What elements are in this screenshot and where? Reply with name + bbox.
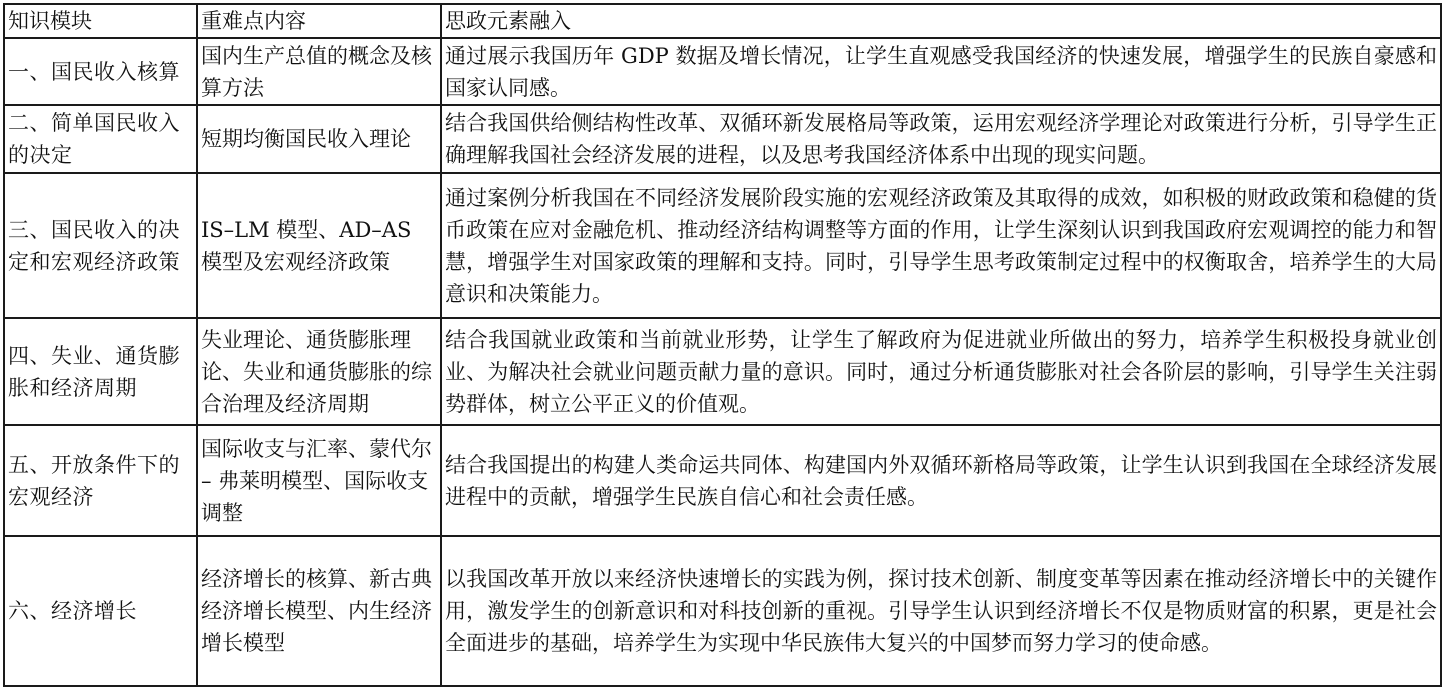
module-cell: 六、经济增长 [4, 536, 197, 686]
key-points-cell: 国内生产总值的概念及核算方法 [197, 38, 441, 105]
module-cell: 四、失业、通货膨胀和经济周期 [4, 318, 197, 425]
table-row [4, 536, 1441, 686]
ideology-cell: 通过案例分析我国在不同经济发展阶段实施的宏观经济政策及其取得的成效，如积极的财政政策和稳健的货币政策在应对金融危机、推动经济结构调整等方面的作用，让学生深刻认识到我国政府宏观调控的能力和智慧，增强学生对国家政策的理解和支持。同时，引导学生思考政策制定过程中的权衡取舍，培养学生的大局意识和决策能力。 [441, 173, 1441, 318]
ideology-cell: 以我国改革开放以来经济快速增长的实践为例，探讨技术创新、制度变革等因素在推动经济增长中的关键作用，激发学生的创新意识和对科技创新的重视。引导学生认识到经济增长不仅是物质财富的积累，更是社会全面进步的基础，培养学生为实现中华民族伟大复兴的中国梦而努力学习的使命感。 [441, 536, 1441, 686]
table-row [4, 105, 1441, 173]
ideology-cell: 结合我国供给侧结构性改革、双循环新发展格局等政策，运用宏观经济学理论对政策进行分析，引导学生正确理解我国社会经济发展的进程，以及思考我国经济体系中出现的现实问题。 [441, 105, 1441, 173]
header-knowledge-module: 知识模块 [4, 4, 197, 38]
header-ideology-integration: 思政元素融入 [441, 4, 1441, 38]
module-cell: 三、国民收入的决定和宏观经济政策 [4, 173, 197, 318]
table-row [4, 425, 1441, 536]
table-row [4, 318, 1441, 425]
ideology-cell: 结合我国就业政策和当前就业形势，让学生了解政府为促进就业所做出的努力，培养学生积极投身就业创业、为解决社会就业问题贡献力量的意识。同时，通过分析通货膨胀对社会各阶层的影响，引导学生关注弱势群体，树立公平正义的价值观。 [441, 318, 1441, 425]
table-row [4, 38, 1441, 105]
ideology-cell: 结合我国提出的构建人类命运共同体、构建国内外双循环新格局等政策，让学生认识到我国在全球经济发展进程中的贡献，增强学生民族自信心和社会责任感。 [441, 425, 1441, 536]
key-points-cell: IS–LM 模型、AD–AS 模型及宏观经济政策 [197, 173, 441, 318]
module-cell: 二、简单国民收入的决定 [4, 105, 197, 173]
key-points-cell: 失业理论、通货膨胀理论、失业和通货膨胀的综合治理及经济周期 [197, 318, 441, 425]
key-points-cell: 国际收支与汇率、蒙代尔 – 弗莱明模型、国际收支调整 [197, 425, 441, 536]
table-header-row [4, 4, 1441, 38]
key-points-cell: 经济增长的核算、新古典经济增长模型、内生经济增长模型 [197, 536, 441, 686]
table-row [4, 173, 1441, 318]
module-cell: 一、国民收入核算 [4, 38, 197, 105]
header-key-points: 重难点内容 [197, 4, 441, 38]
ideology-cell: 通过展示我国历年 GDP 数据及增长情况，让学生直观感受我国经济的快速发展，增强学生的民族自豪感和国家认同感。 [441, 38, 1441, 105]
curriculum-table [3, 3, 1442, 687]
module-cell: 五、开放条件下的宏观经济 [4, 425, 197, 536]
key-points-cell: 短期均衡国民收入理论 [197, 105, 441, 173]
